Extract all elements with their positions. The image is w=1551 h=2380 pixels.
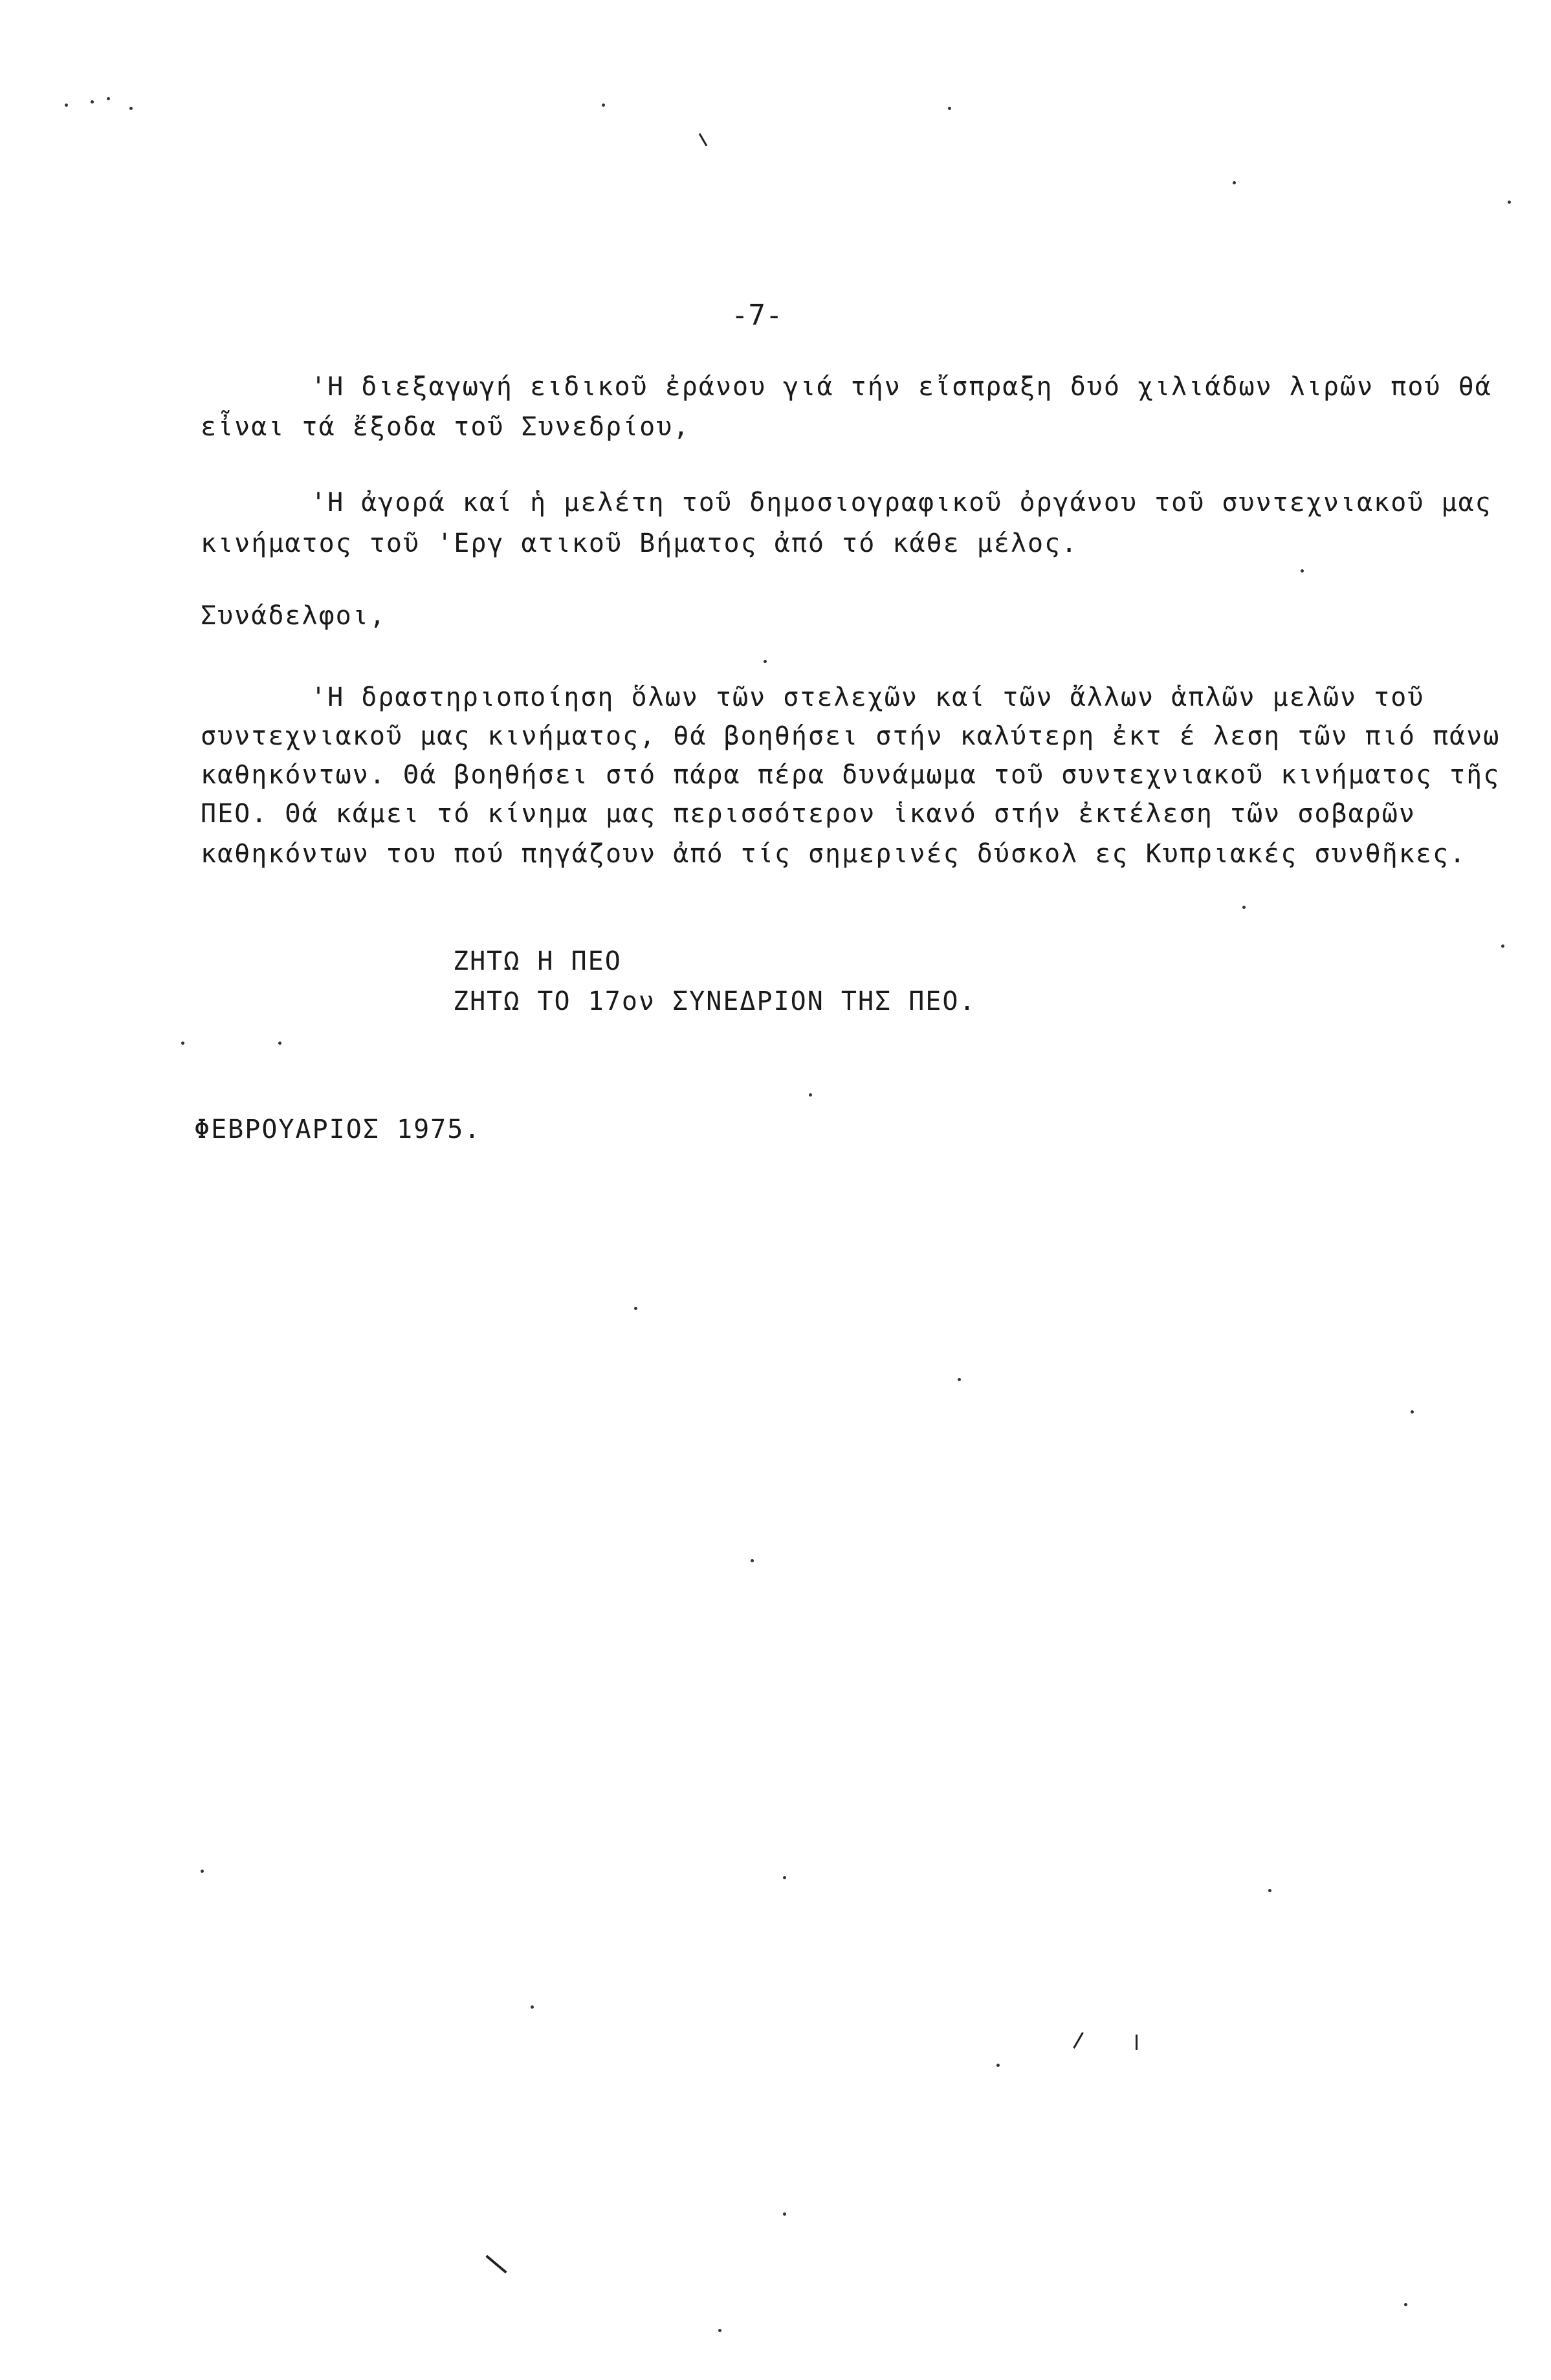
point-1-line-2: εἶναι τά ἔξοδα τοῦ Συνεδρίου, — [201, 412, 690, 442]
paragraph-line-1: 'Η δραστηριοποίηση ὅλων τῶν στελεχῶν καί τῶν ἄλλων ἁπλῶν μελῶν τοῦ — [311, 682, 1425, 712]
document-date: ΦΕΒΡΟΥΑΡΙΟΣ 1975. — [194, 1115, 481, 1144]
greeting: Συνάδελφοι, — [201, 601, 386, 631]
point-2-line-1: 'Η ἀγορά καί ἡ μελέτη τοῦ δημοσιογραφικοῦ ὀργάνου τοῦ συντεχνιακοῦ μας — [311, 488, 1492, 518]
paragraph-line-3: καθηκόντων. Θά βοηθήσει στό πάρα πέρα δυνάμωμα τοῦ συντεχνιακοῦ κινήματος τῆς — [201, 760, 1501, 790]
point-1-line-1: 'Η διεξαγωγή ειδικοῦ ἐράνου γιά τήν εἴσπραξη δυό χιλιάδων λιρῶν πού θά — [311, 372, 1492, 402]
paragraph-line-4: ΠΕΟ. Θά κάμει τό κίνημα μας περισσότερον ἱκανό στήν ἐκτέλεση τῶν σοβαρῶν — [201, 799, 1416, 829]
point-2-line-2: κινήματος τοῦ 'Εργ ατικοῦ Βήματος ἀπό τό κάθε μέλος. — [201, 529, 1079, 558]
slogan-1: ΖΗΤΩ Η ΠΕΟ — [453, 946, 622, 976]
paragraph-line-2: συντεχνιακοῦ μας κινήματος, θά βοηθήσει στήν καλύτερη ἐκτ έ λεση τῶν πιό πάνω — [201, 721, 1501, 751]
slogan-2: ΖΗΤΩ ΤΟ 17ον ΣΥΝΕΔΡΙΟΝ ΤΗΣ ΠΕΟ. — [453, 987, 976, 1016]
paragraph-line-5: καθηκόντων του πού πηγάζουν ἀπό τίς σημερινές δύσκολ ες Κυπριακές συνθῆκες. — [201, 839, 1467, 869]
page-number: -7- — [731, 299, 783, 332]
